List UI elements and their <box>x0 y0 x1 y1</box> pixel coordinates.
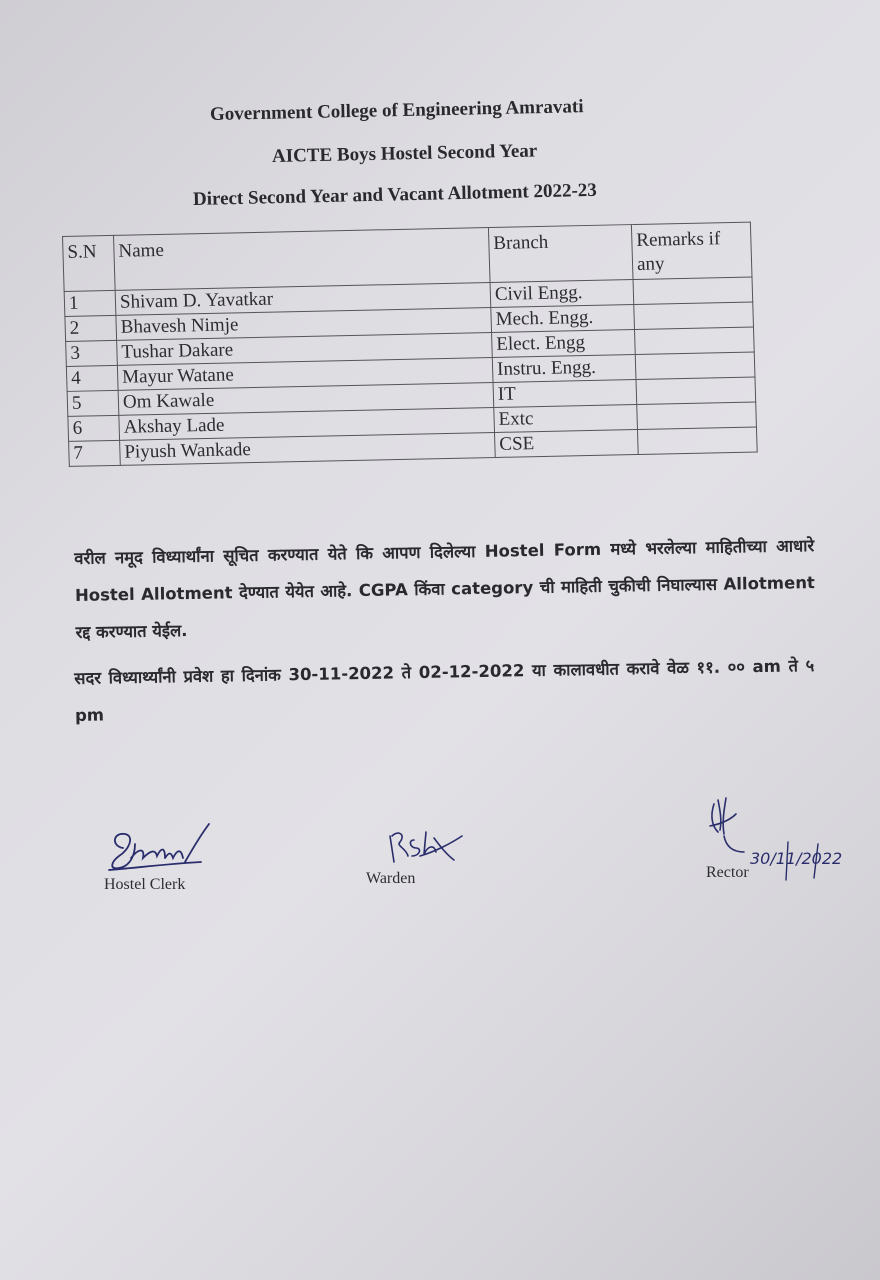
row-remarks <box>633 277 753 304</box>
row-branch: CSE <box>495 429 639 457</box>
row-branch: Instru. Engg. <box>492 355 636 383</box>
row-sn: 6 <box>68 415 120 441</box>
row-remarks <box>637 427 757 454</box>
row-branch: Civil Engg. <box>490 280 634 308</box>
allotment-table <box>62 222 758 467</box>
notice-paragraph-admission-dates: सदर विध्यार्थ्यांनी प्रवेश हा दिनांक 30-11-2022 ते 02-12-2022 या कालावधीत करावे वेळ ११. ०० am ते ५ pm <box>74 656 815 725</box>
notice-paragraph-allotment: वरील नमूद विध्यार्थांना सूचित करण्यात येते कि आपण दिलेल्या Hostel Form मध्ये भरलेल्या माहितीच्या आधारे Hostel Allotment देण्यात येयेत आहे. CGPA किंवा category ची माहिती चुकीची निघाल्यास Allotment रद्द करण्यात येईल. <box>74 536 816 642</box>
allotment-title: Direct Second Year and Vacant Allotment 2022-23 <box>192 179 598 210</box>
row-name: Shivam D. Yavatkar <box>115 283 491 316</box>
column-header-branch: Branch <box>488 225 633 283</box>
column-header-sn: S.N <box>63 235 116 291</box>
row-name: Piyush Wankade <box>120 432 496 465</box>
hostel-clerk-signature <box>105 818 215 874</box>
row-branch: Elect. Engg <box>492 330 636 358</box>
warden-signature <box>384 826 466 870</box>
column-header-name: Name <box>114 228 491 291</box>
row-name: Mayur Watane <box>117 358 493 391</box>
row-sn: 3 <box>66 340 118 366</box>
row-sn: 7 <box>69 440 121 466</box>
column-header-remarks: Remarks if any <box>631 222 752 279</box>
row-name: Bhavesh Nimje <box>116 308 492 341</box>
row-name: Akshay Lade <box>119 407 495 440</box>
hostel-clerk-label: Hostel Clerk <box>104 876 186 893</box>
row-remarks <box>634 302 754 329</box>
rector-label: Rector <box>706 864 749 881</box>
rector-date-handwritten <box>748 836 880 886</box>
row-sn: 2 <box>65 315 117 341</box>
row-name: Om Kawale <box>118 383 494 416</box>
hostel-title: AICTE Boys Hostel Second Year <box>271 140 538 167</box>
rector-signature <box>700 796 750 858</box>
row-sn: 4 <box>66 365 118 391</box>
row-remarks <box>635 352 755 379</box>
row-remarks <box>637 402 757 429</box>
row-remarks <box>635 327 755 354</box>
row-remarks <box>636 377 756 404</box>
warden-label: Warden <box>366 870 416 887</box>
row-branch: Mech. Engg. <box>491 305 635 333</box>
allotment-table-wrapper <box>62 222 758 467</box>
row-sn: 5 <box>67 390 119 416</box>
row-sn: 1 <box>64 290 116 316</box>
row-branch: Extc <box>494 405 638 433</box>
row-name: Tushar Dakare <box>117 333 493 366</box>
rector-date-text: 30/11/2022 <box>750 849 843 868</box>
row-branch: IT <box>493 380 637 408</box>
college-title: Government College of Engineering Amravati <box>209 96 584 125</box>
